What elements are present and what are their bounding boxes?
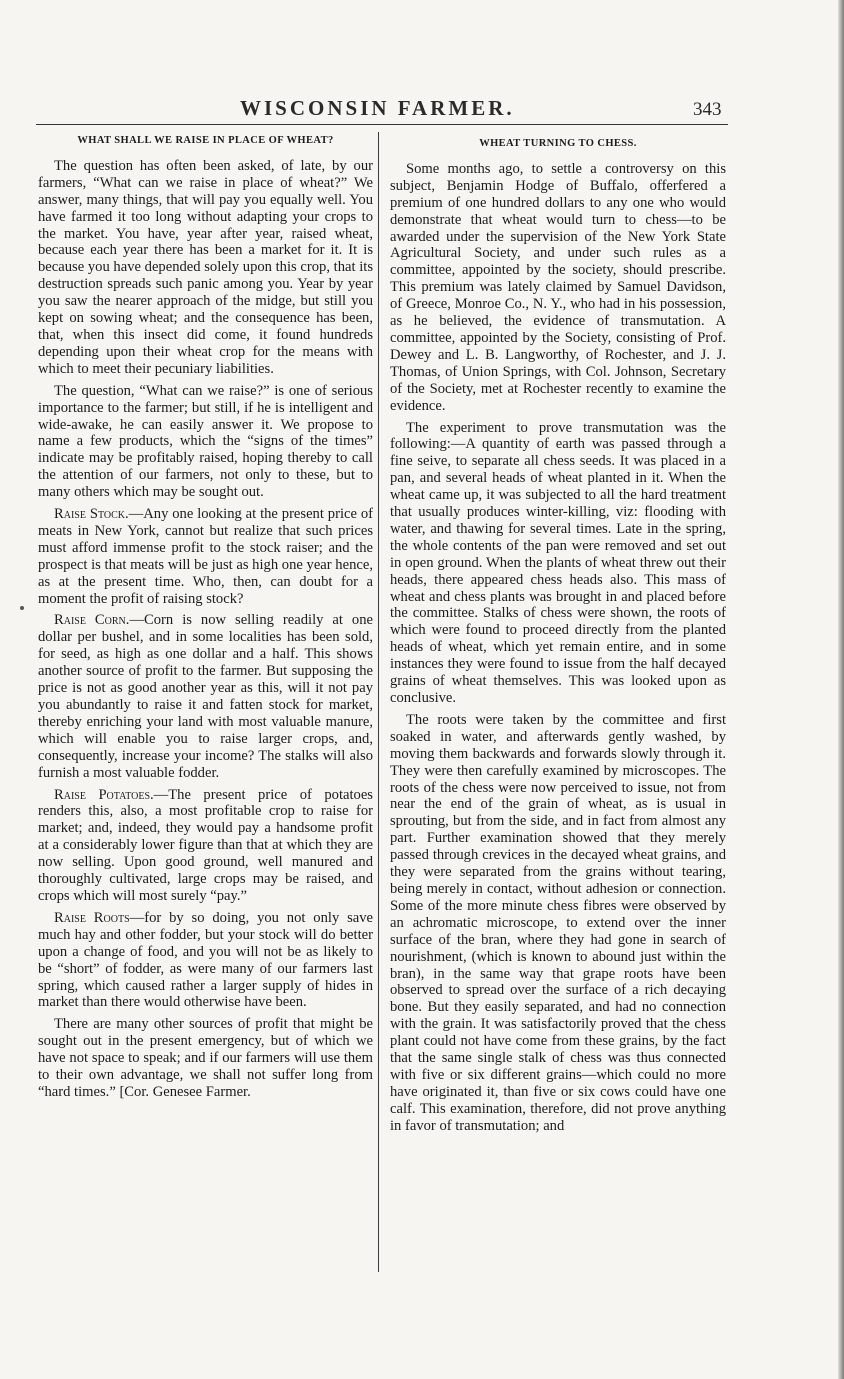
masthead-title: WISCONSIN FARMER.	[240, 96, 515, 120]
paragraph-lead: Raise Corn.	[54, 612, 130, 629]
column-divider	[378, 132, 379, 1272]
left-column	[38, 133, 373, 1106]
paragraph-lead: Raise Potatoes.	[54, 786, 154, 803]
paragraph-lead: Raise Stock.	[54, 506, 129, 523]
article-paragraph: There are many other sources of profit that might be sought out in the present emergency, but of which we have not space to speak; and if our farmers will use them to their own advantage, we shall not suffer long from “hard times.” [Cor. Genesee Farmer.	[38, 1016, 373, 1100]
right-column	[390, 133, 726, 1140]
page-number: 343	[693, 99, 722, 120]
article-paragraph: The roots were taken by the committee and first soaked in water, and afterwards gently washed, by moving them backwards and forwards slowly through it. They were then carefully examined by microscopes. The roots of the chess were now perceived to issue, not from near the end of the grain of wheat, as is usual in sprouting, but from the side, and in fact from almost any part. Further examination showed that they merely passed through crevices in the decayed wheat grains, and they were separated from the grains without tearing, being merely in contact, without adhesion or connection. Some of the more minute chess fibres were observed by an achromatic microscope, to extend over the inner surface of the bran, where they had gone in search of nourishment, (which is known to abound just within the bran), in the same way that grape roots have been observed to spread over the surface of a rich decaying bone. But they easily separated, and had no connection with the grain. It was satisfactorily proved that the chess plant could not have come from these grains, by the fact that the same single stalk of chess was thus connected with five or six different grains—which could no more have originated it, than five or six cows could have one calf. This examination, therefore, did not prove anything in favor of transmutation; and	[390, 711, 726, 1134]
article-paragraph: The question has often been asked, of late, by our farmers, “What can we raise in place of wheat?” We answer, many things, that will pay you equally well. You have farmed it too long without adapting your crops to the market. You have, year after year, raised wheat, because each year there has been a market for it. It is because you have depended solely upon this crop, that its destruction spreads such panic among you. Year by year you saw the nearer approach of the midge, but still you kept on sowing wheat; and the consequence has been, that, when this insect did come, it found hundreds depending upon their wheat crop for the means with which to meet their pecuniary liabilities.	[38, 157, 373, 377]
article-paragraph: The question, “What can we raise?” is one of serious importance to the farmer; but still, if he is intelligent and wide-awake, he can easily answer it. We propose to name a few products, which the “signs of the times” indicate may be profitably raised, hoping thereby to call the attention of our farmers, not only to these, but to many others which may be sought out.	[38, 382, 373, 501]
article-paragraph: Raise Roots—for by so doing, you not only save much hay and other fodder, but your stock will do better upon a change of food, and you will not be as likely to be “short” of fodder, as were many of our farmers last spring, which caused rather a larger supply of hides in market than there would otherwise have been.	[38, 909, 374, 1011]
article-paragraph: Raise Stock.—Any one looking at the present price of meats in New York, cannot but realize that such prices must afford immense profit to the stock raiser; and the prospect is that meats will be just as high one year hence, as at the present time. Who, then, can doubt for a moment the profit of raising stock?	[38, 506, 373, 607]
page-edge-shadow	[838, 0, 844, 1379]
article-paragraph: Raise Potatoes.—The present price of potatoes renders this, also, a most profitable crop to raise for market; and, indeed, they would pay a handsome profit at a considerably lower figure than that at which they are now selling. Upon good ground, well manured and thoroughly cultivated, large crops may be raised, and crops which will most surely “pay.”	[38, 786, 373, 904]
article-heading-left: WHAT SHALL WE RAISE IN PLACE OF WHEAT?	[77, 135, 334, 146]
article-heading-right: WHEAT TURNING TO CHESS.	[479, 138, 637, 149]
ink-dot	[20, 606, 24, 610]
article-paragraph: Raise Corn.—Corn is now selling readily at one dollar per bushel, and in some localities has been sold, for seed, as high as one dollar and a half. This shows another source of profit to the farmer. But supposing the price is not as good another year as this, will it not pay you abundantly to raise it and fatten stock for market, thereby enriching your land with most valuable manure, which will enable you to raise larger crops, and, consequently, increase your income? The stalks will also furnish a most valuable fodder.	[38, 612, 373, 781]
header-rule	[36, 124, 728, 125]
article-paragraph: Some months ago, to settle a controversy on this subject, Benjamin Hodge of Buffalo, offerfered a premium of one hundred dollars to any one who would demonstrate that wheat would turn to chess—to be awarded under the supervision of the New York State Agricultural Society, and under such rules as a committee, appointed by the society, should prescribe. This premium was lately claimed by Samuel Davidson, of Greece, Monroe Co., N. Y., who had in his possession, as he believed, the evidence of transmutation. A committee, appointed by the Society, consisting of Prof. Dewey and L. B. Langworthy, of Rochester, and J. J. Thomas, of Union Springs, with Col. Johnson, Secretary of the Society, met at Rochester recently to examine the evidence.	[390, 160, 726, 414]
article-paragraph: The experiment to prove transmutation was the following:—A quantity of earth was passed through a fine seive, to separate all chess seeds. It was placed in a pan, and several heads of wheat planted in it. When the wheat came up, it was subjected to all the hard treatment that usually produces winter-killing, viz: flooding with water, and thawing for several times. Late in the spring, the whole contents of the pan were removed and set out in open ground. When the plants of wheat threw out their heads, there appeared chess heads also. This mass of wheat and chess plants was brought in and placed before the committee. Stalks of chess were shown, the roots of which were found to proceed directly from the planted heads of wheat, which yet remain entire, and in some instances they were found to issue from the half decayed grains of wheat themselves. This was looked upon as conclusive.	[390, 419, 726, 706]
paragraph-lead: Raise Roots	[54, 909, 130, 926]
